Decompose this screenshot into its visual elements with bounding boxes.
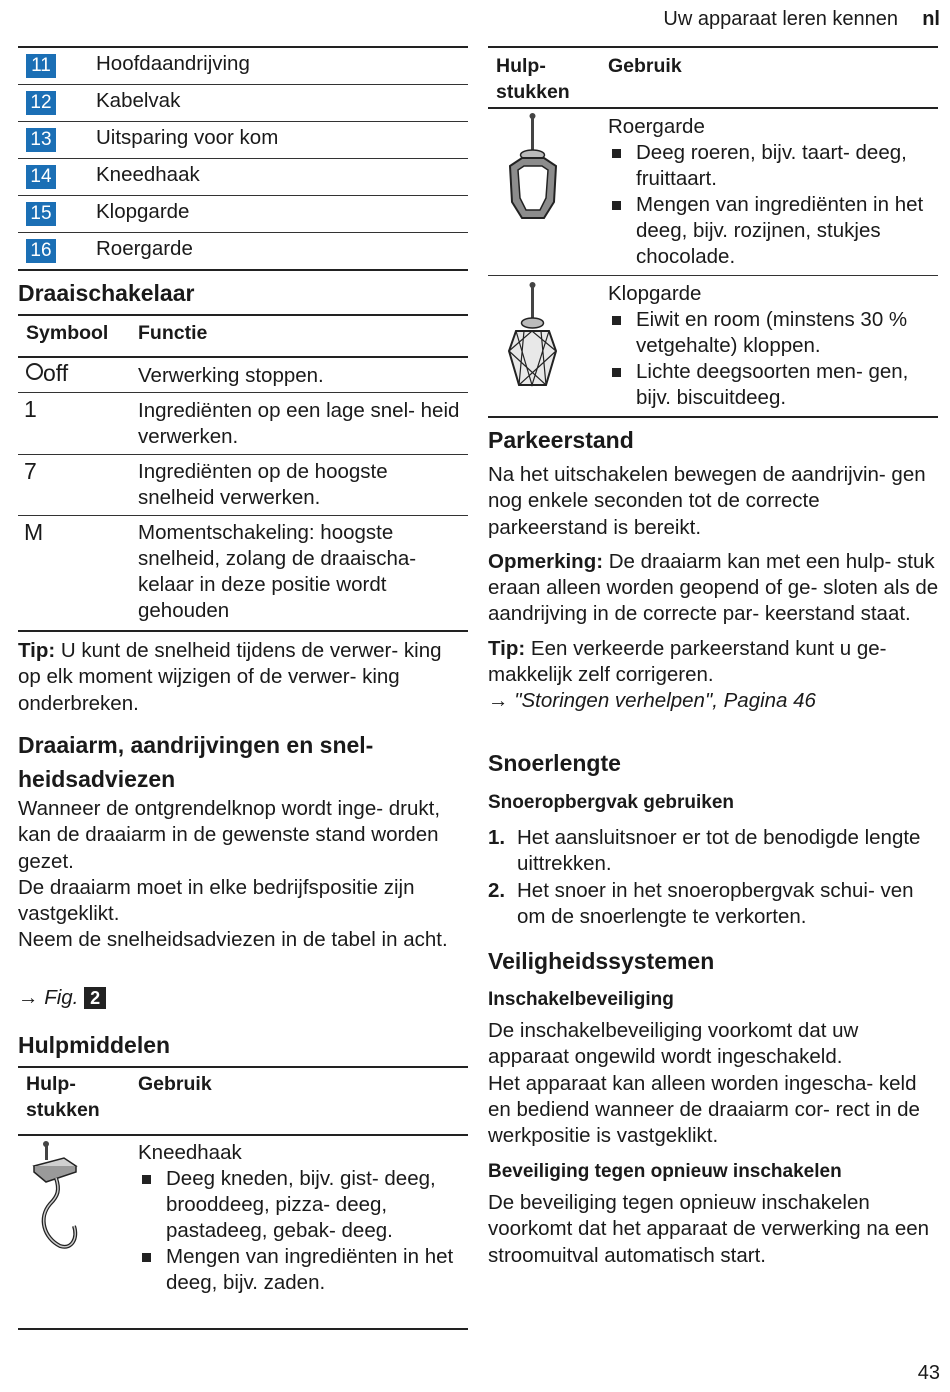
switch-row-rule (18, 515, 468, 516)
whisk-icon (494, 279, 574, 403)
tool-klopgarde (608, 281, 938, 411)
safety-subheading: Inschakelbeveiliging (488, 989, 674, 1010)
page-number: 43 (917, 1362, 940, 1384)
switch-header-rule (18, 356, 468, 358)
legend-bottom-rule (18, 269, 468, 271)
legend-label: Uitsparing voor kom (96, 126, 279, 149)
switch-tip: Tip: U kunt de snelheid tijdens de verwer- king op elk moment wijzigen of de verwer- king onderbreken. (18, 639, 442, 715)
safety-heading: Veiligheidssystemen (488, 948, 715, 974)
legend-number: 13 (26, 128, 56, 152)
tools-col-tool: Hulp- stukken (496, 55, 570, 103)
safety-body: De beveiliging tegen opnieuw inschakelen voorkomt dat het apparaat de verwerking na een stroomuitval automatisch start. (488, 1191, 930, 1267)
tool-roergarde (608, 114, 938, 270)
tools-col-use: Gebruik (608, 55, 682, 77)
legend-row (18, 122, 468, 159)
cord-heading: Snoerlengte (488, 750, 621, 776)
list-item: Eiwit en room (minstens 30 % vetgehalte) kloppen. (608, 307, 938, 359)
step-item: 1. Het aansluitsnoer er tot de benodigde lengte uittrekken. (488, 826, 921, 876)
switch-col-symbol: Symbool (26, 322, 109, 344)
safety-body: De inschakelbeveiliging voorkomt dat uw apparaat ongewild wordt ingeschakeld. Het apparaat kan alleen worden ingescha- keld en bediend wanneer de draaiarm cor- rect in de werkpositie is vastgeklikt. (488, 1019, 920, 1148)
arm-heading: Draaiarm, aandrijvingen en snel- heidsadviezen (18, 732, 374, 792)
figure-number-badge: 2 (84, 987, 106, 1009)
switch-symbol: M (24, 519, 44, 545)
switch-row-rule (18, 454, 468, 455)
legend-number: 16 (26, 239, 56, 263)
switch-row-rule (18, 392, 468, 393)
list-item: Deeg roeren, bijv. taart- deeg, fruittaart. (608, 140, 938, 192)
running-header-title: Uw apparaat leren kennen (663, 8, 898, 30)
legend-label: Klopgarde (96, 200, 190, 223)
tools2-row-rule (488, 275, 938, 276)
tools2-table-top-rule (488, 46, 938, 48)
tools-col-use: Gebruik (138, 1073, 212, 1095)
parking-page-reference[interactable]: → "Storingen verhelpen", Pagina 46 (488, 689, 816, 713)
legend-number: 12 (26, 91, 56, 115)
arm-body: Wanneer de ontgrendelknop wordt inge- drukt, kan de draaiarm in de gewenste stand worden gezet. De draaiarm moet in elke bedrijfspositie zijn vastgeklikt. Neem de snelheidsadviezen in de tabel in acht. (18, 797, 448, 952)
legend-number: 15 (26, 202, 56, 226)
legend-label: Roergarde (96, 237, 193, 260)
tools2-header-rule (488, 107, 938, 109)
safety-subheading: Beveiliging tegen opnieuw inschakelen (488, 1161, 842, 1182)
switch-function: Ingrediënten op de hoogste snelheid verwerken. (138, 460, 388, 509)
flat-beater-icon (494, 110, 574, 230)
legend-row (18, 233, 468, 270)
switch-symbol: 7 (24, 458, 37, 484)
legend-row (18, 48, 468, 85)
list-item: Mengen van ingrediënten in het deeg, bijv. rozijnen, stukjes chocolade. (608, 192, 938, 270)
running-header-language: nl (922, 8, 940, 30)
tool-name: Roergarde (608, 115, 705, 138)
switch-symbol: 1 (24, 396, 37, 422)
dough-hook-icon (24, 1138, 104, 1258)
tools2-table-bottom-rule (488, 416, 938, 418)
tools-table-bottom-rule (18, 1328, 468, 1330)
tool-name: Klopgarde (608, 282, 702, 305)
cord-subheading: Snoeropbergvak gebruiken (488, 792, 735, 813)
switch-symbol-off: off (26, 360, 68, 387)
legend-row (18, 85, 468, 122)
switch-table-bottom-rule (18, 630, 468, 632)
tool-kneedhaak (138, 1140, 463, 1296)
tools-table-top-rule (18, 1066, 468, 1068)
list-item: Mengen van ingrediënten in het deeg, bijv. zaden. (138, 1244, 463, 1296)
legend-number: 11 (26, 54, 56, 78)
switch-heading: Draaischakelaar (18, 280, 195, 306)
tools-heading: Hulpmiddelen (18, 1032, 171, 1058)
switch-col-function: Functie (138, 322, 208, 344)
tool-name: Kneedhaak (138, 1141, 242, 1164)
arm-figure-reference[interactable]: → Fig. 2 (18, 985, 106, 1011)
legend-label: Kabelvak (96, 89, 181, 112)
switch-function: Momentschakeling: hoogste snelheid, zolang de draaischa- kelaar in deze positie wordt gehouden (138, 521, 417, 622)
parking-body: Na het uitschakelen bewegen de aandrijvin- gen nog enkele seconden tot de correcte parkeerstand is bereikt. Opmerking: De draaiarm kan met een hulp- stuk eraan alleen worden geopend of ge- sloten als de aandrijving in de correcte par- keerstand staat. Tip: Een verkeerde parkeerstand kunt u ge- makkelijk zelf corrigeren. → "Storingen verhelpen", Pagina 46 (488, 462, 940, 715)
switch-function: Ingrediënten op een lage snel- heid verwerken. (138, 399, 460, 448)
off-circle-icon (26, 363, 43, 380)
legend-row (18, 196, 468, 233)
switch-table-top-rule (18, 314, 468, 316)
tools-header-rule (18, 1134, 468, 1136)
list-item: Deeg kneden, bijv. gist- deeg, brooddeeg, pizza- deeg, pastadeeg, gebak- deeg. (138, 1166, 463, 1244)
legend-label: Kneedhaak (96, 163, 200, 186)
legend-number: 14 (26, 165, 56, 189)
list-item: Lichte deegsoorten men- gen, bijv. biscuitdeeg. (608, 359, 938, 411)
tools-col-tool: Hulp- stukken (26, 1073, 100, 1121)
switch-function: Verwerking stoppen. (138, 364, 324, 387)
cord-steps (488, 825, 940, 930)
legend-row (18, 159, 468, 196)
step-item: 2. Het snoer in het snoeropbergvak schui- ven om de snoerlengte te verkorten. (488, 878, 914, 928)
legend-label: Hoofdaandrijving (96, 52, 250, 75)
parking-heading: Parkeerstand (488, 427, 634, 453)
